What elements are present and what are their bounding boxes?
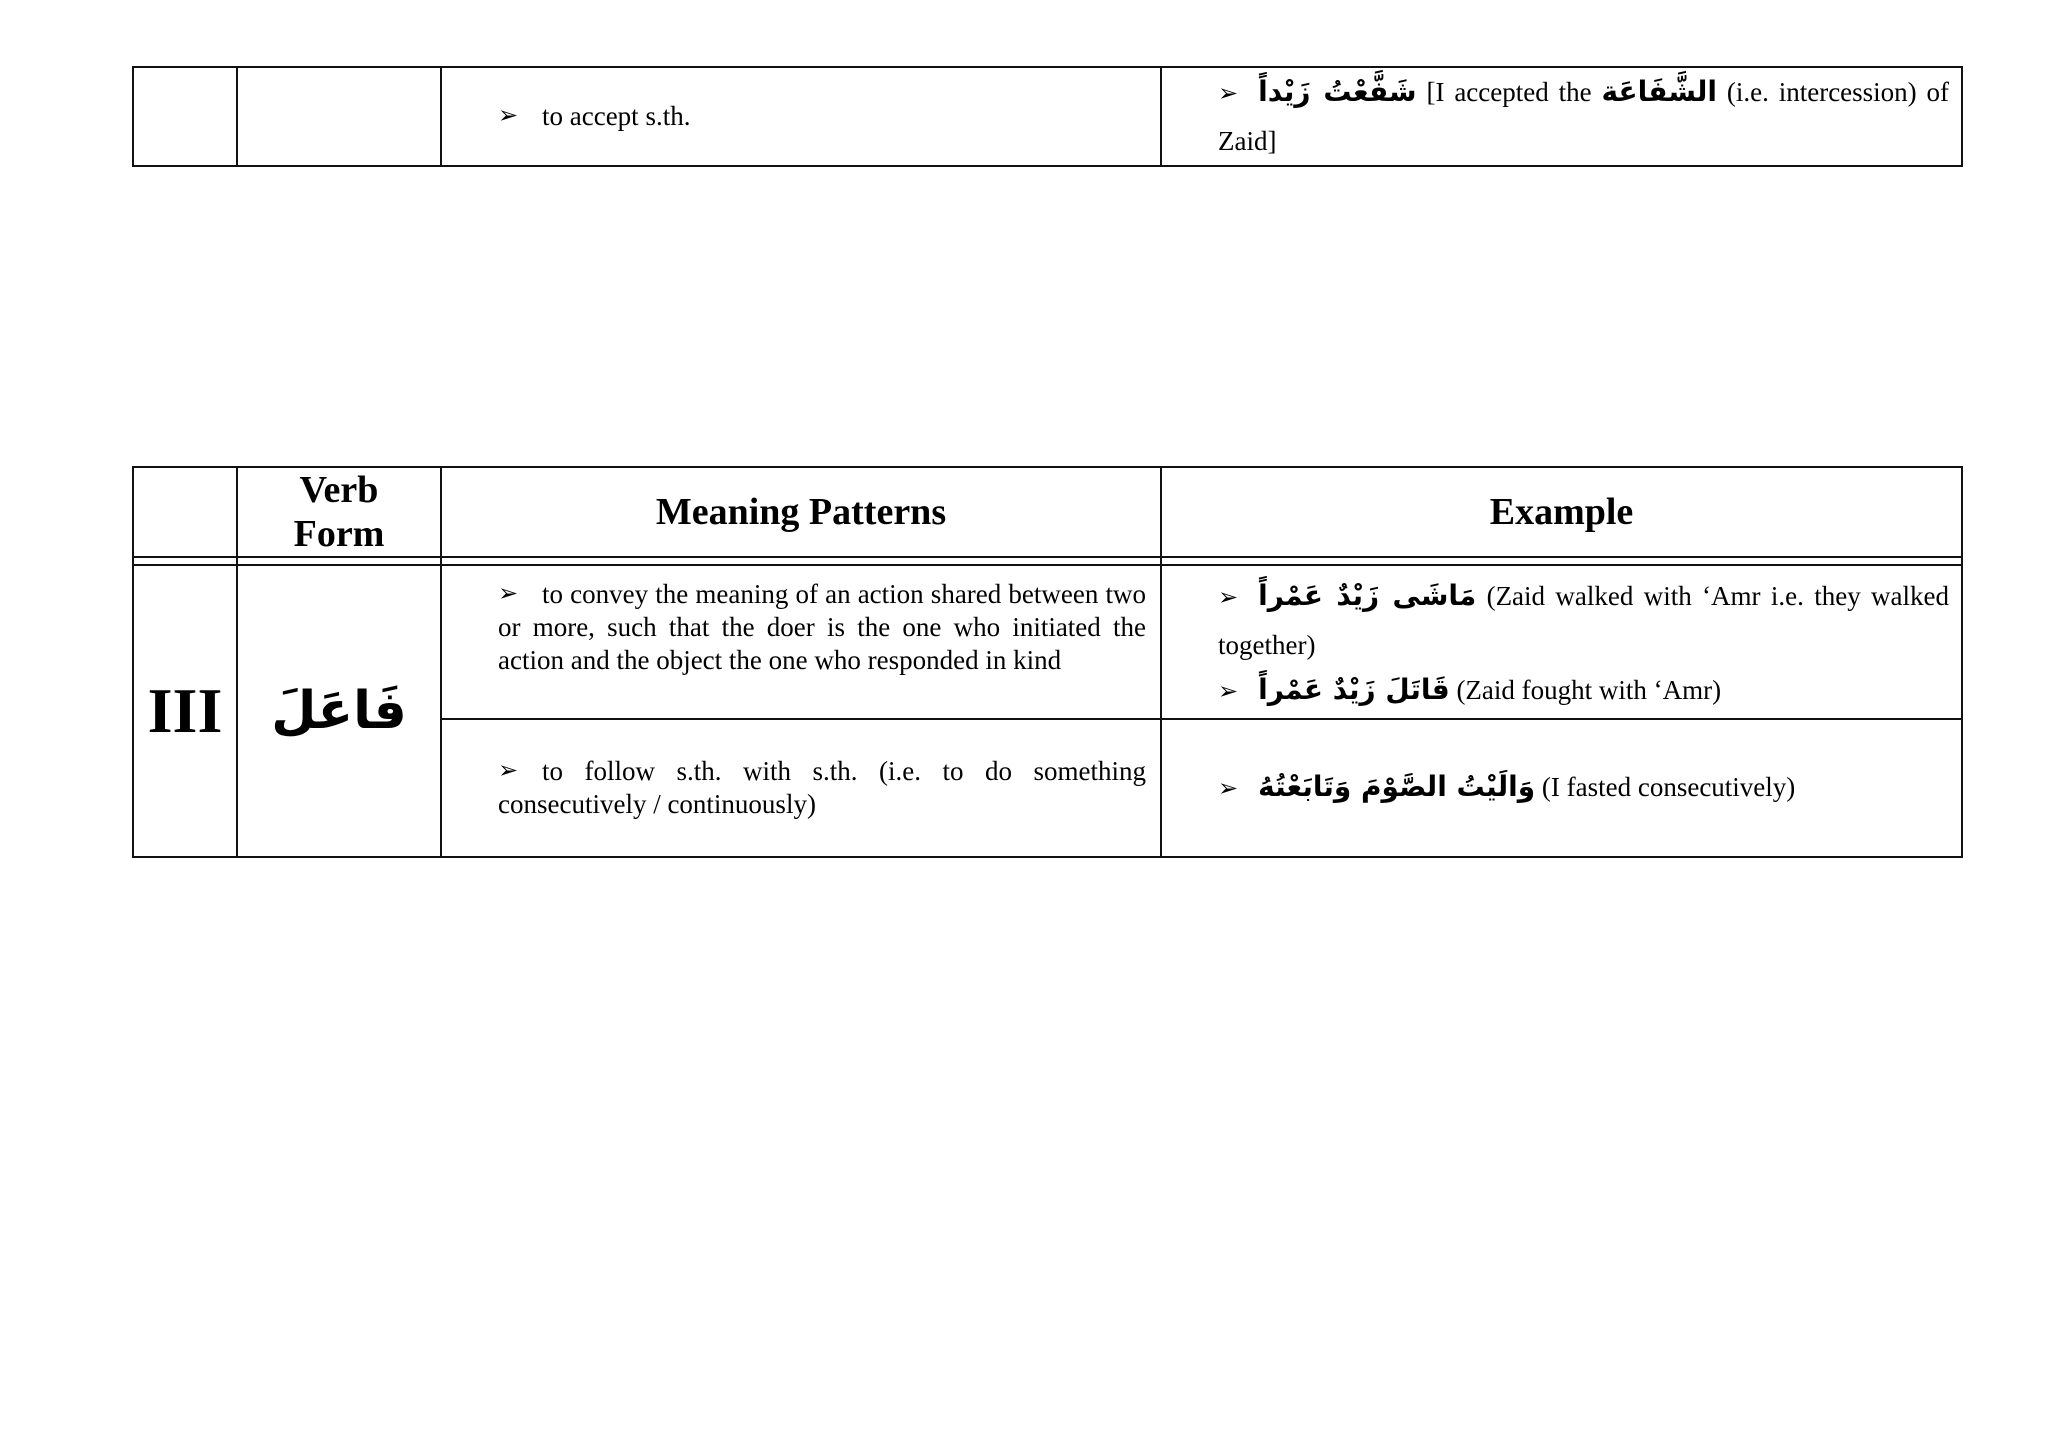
arrowhead-bullet-icon: ➢ (1218, 585, 1239, 611)
arrowhead-bullet-icon: ➢ (498, 758, 519, 784)
form-numeral: III (133, 565, 237, 857)
header-verb-form: Verb Form (237, 467, 441, 557)
form-pattern-arabic: فَاعَلَ (237, 565, 441, 857)
example-text: (i.e. intercession) of Zaid] (1218, 77, 1950, 156)
example-text: (I fasted consecutively) (1541, 772, 1796, 802)
arrowhead-bullet-icon: ➢ (1218, 679, 1239, 705)
example-cell (1161, 565, 1962, 719)
arabic-example: وَالَيْتُ الصَّوْمَ وَتَابَعْتُهُ (1258, 770, 1536, 803)
meaning-text: to follow s.th. with s.th. (i.e. to do something consecutively / continuously) (498, 756, 1146, 819)
numeral-cell (133, 67, 237, 166)
arabic-example: شَفَّعْتُ زَيْداً (1258, 75, 1417, 108)
header-meaning-patterns: Meaning Patterns (441, 467, 1161, 557)
meaning-cell (441, 565, 1161, 719)
header-example: Example (1161, 467, 1962, 557)
arrowhead-bullet-icon: ➢ (1218, 776, 1239, 802)
header-row (133, 467, 1962, 557)
arrowhead-bullet-icon: ➢ (498, 581, 519, 607)
arabic-example: قَاتَلَ زَيْدٌ عَمْراً (1258, 673, 1450, 706)
arabic-term: الشَّفَاعَة (1601, 75, 1717, 108)
table-row (133, 565, 1962, 719)
verb-form-cell (237, 67, 441, 166)
continuation-table (132, 66, 1963, 167)
meaning-cell (441, 67, 1161, 166)
example-cell (1161, 719, 1962, 857)
meaning-text: to convey the meaning of an action shared between two or more, such that the doer is the one who initiated the action and the object the one who responded in kind (498, 579, 1146, 675)
table-row (133, 67, 1962, 166)
example-text: (Zaid walked with ‘Amr i.e. they walked together) (1218, 581, 1949, 660)
header-empty-cell (133, 467, 237, 557)
example-cell (1161, 67, 1962, 166)
meaning-text: to accept s.th. (542, 101, 691, 131)
example-text: (Zaid fought with ‘Amr) (1456, 675, 1722, 705)
arrowhead-bullet-icon: ➢ (1218, 81, 1239, 107)
meaning-cell (441, 719, 1161, 857)
arrowhead-bullet-icon: ➢ (498, 103, 519, 129)
verb-forms-table (132, 466, 1963, 858)
example-text: [I accepted the (1426, 77, 1592, 107)
header-divider (133, 557, 1962, 565)
arabic-example: مَاشَى زَيْدٌ عَمْراً (1258, 579, 1477, 612)
